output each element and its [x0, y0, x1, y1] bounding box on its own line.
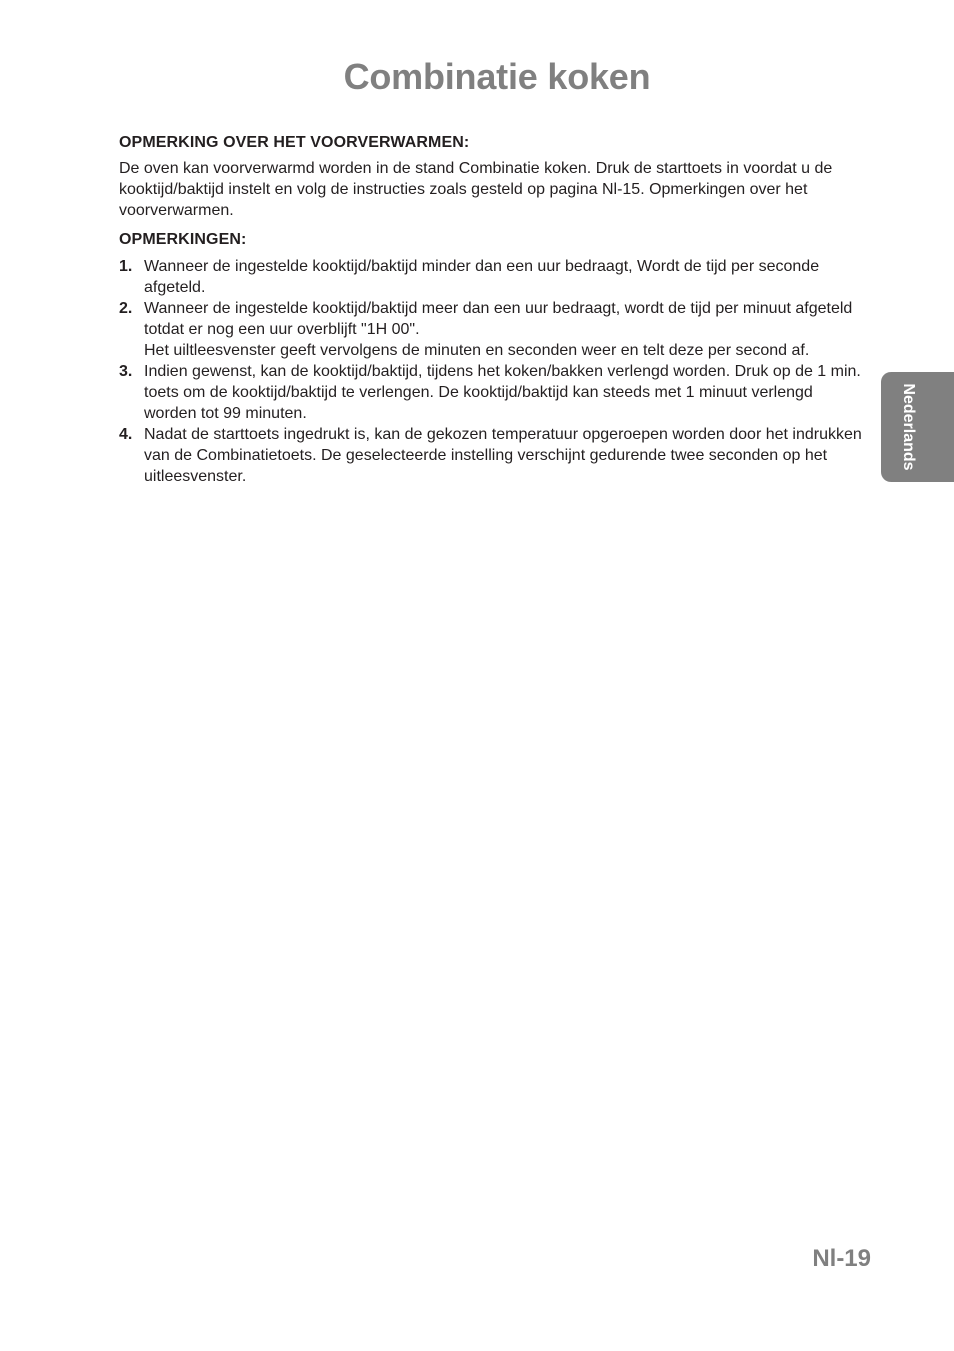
- page-number: Nl-19: [812, 1245, 871, 1272]
- page-title: Combinatie koken: [343, 56, 651, 97]
- preheat-text: De oven kan voorverwarmd worden in de stand Combinatie koken. Druk de starttoets in voordat u de kooktijd/baktijd instelt en volg de instructies zoals gesteld op pagina Nl-15. Opmerkingen over het voorverwarmen.: [119, 160, 833, 219]
- note-item: [119, 361, 865, 424]
- note-item: [119, 424, 865, 487]
- main-content: [119, 132, 865, 487]
- note-item: [119, 298, 865, 361]
- note-text: Wanneer de ingestelde kooktijd/baktijd meer dan een uur bedraagt, wordt de tijd per minuut afgeteld totdat er nog een uur overblijft "1H 00".: [144, 300, 853, 338]
- note-text: Wanneer de ingestelde kooktijd/baktijd minder dan een uur bedraagt, Wordt de tijd per seconde afgeteld.: [144, 258, 820, 296]
- language-tab: [881, 372, 954, 482]
- notes-list: [119, 256, 865, 487]
- language-tab-label: Nederlands: [900, 383, 917, 471]
- note-text: Het uiltleesvenster geeft vervolgens de minuten en seconden weer en telt deze per second af.: [144, 342, 810, 359]
- note-number: 2.: [119, 300, 133, 317]
- preheat-heading: OPMERKING OVER HET VOORVERWARMEN:: [119, 134, 470, 151]
- note-number: 3.: [119, 363, 133, 380]
- notes-heading: OPMERKINGEN:: [119, 231, 247, 248]
- note-text: Nadat de starttoets ingedrukt is, kan de gekozen temperatuur opgeroepen worden door het indrukken van de Combinatietoets. De geselecteerde instelling verschijnt gedurende twee seconden op het uitleesvenster.: [144, 426, 862, 485]
- note-text: Indien gewenst, kan de kooktijd/baktijd, tijdens het koken/bakken verlengd worden. Druk op de 1 min. toets om de kooktijd/baktijd te verlengen. De kooktijd/baktijd kan steeds met 1 minuut verlengd worden tot 99 minuten.: [144, 363, 861, 422]
- note-number: 1.: [119, 258, 133, 275]
- note-number: 4.: [119, 426, 133, 443]
- note-item: [119, 256, 865, 298]
